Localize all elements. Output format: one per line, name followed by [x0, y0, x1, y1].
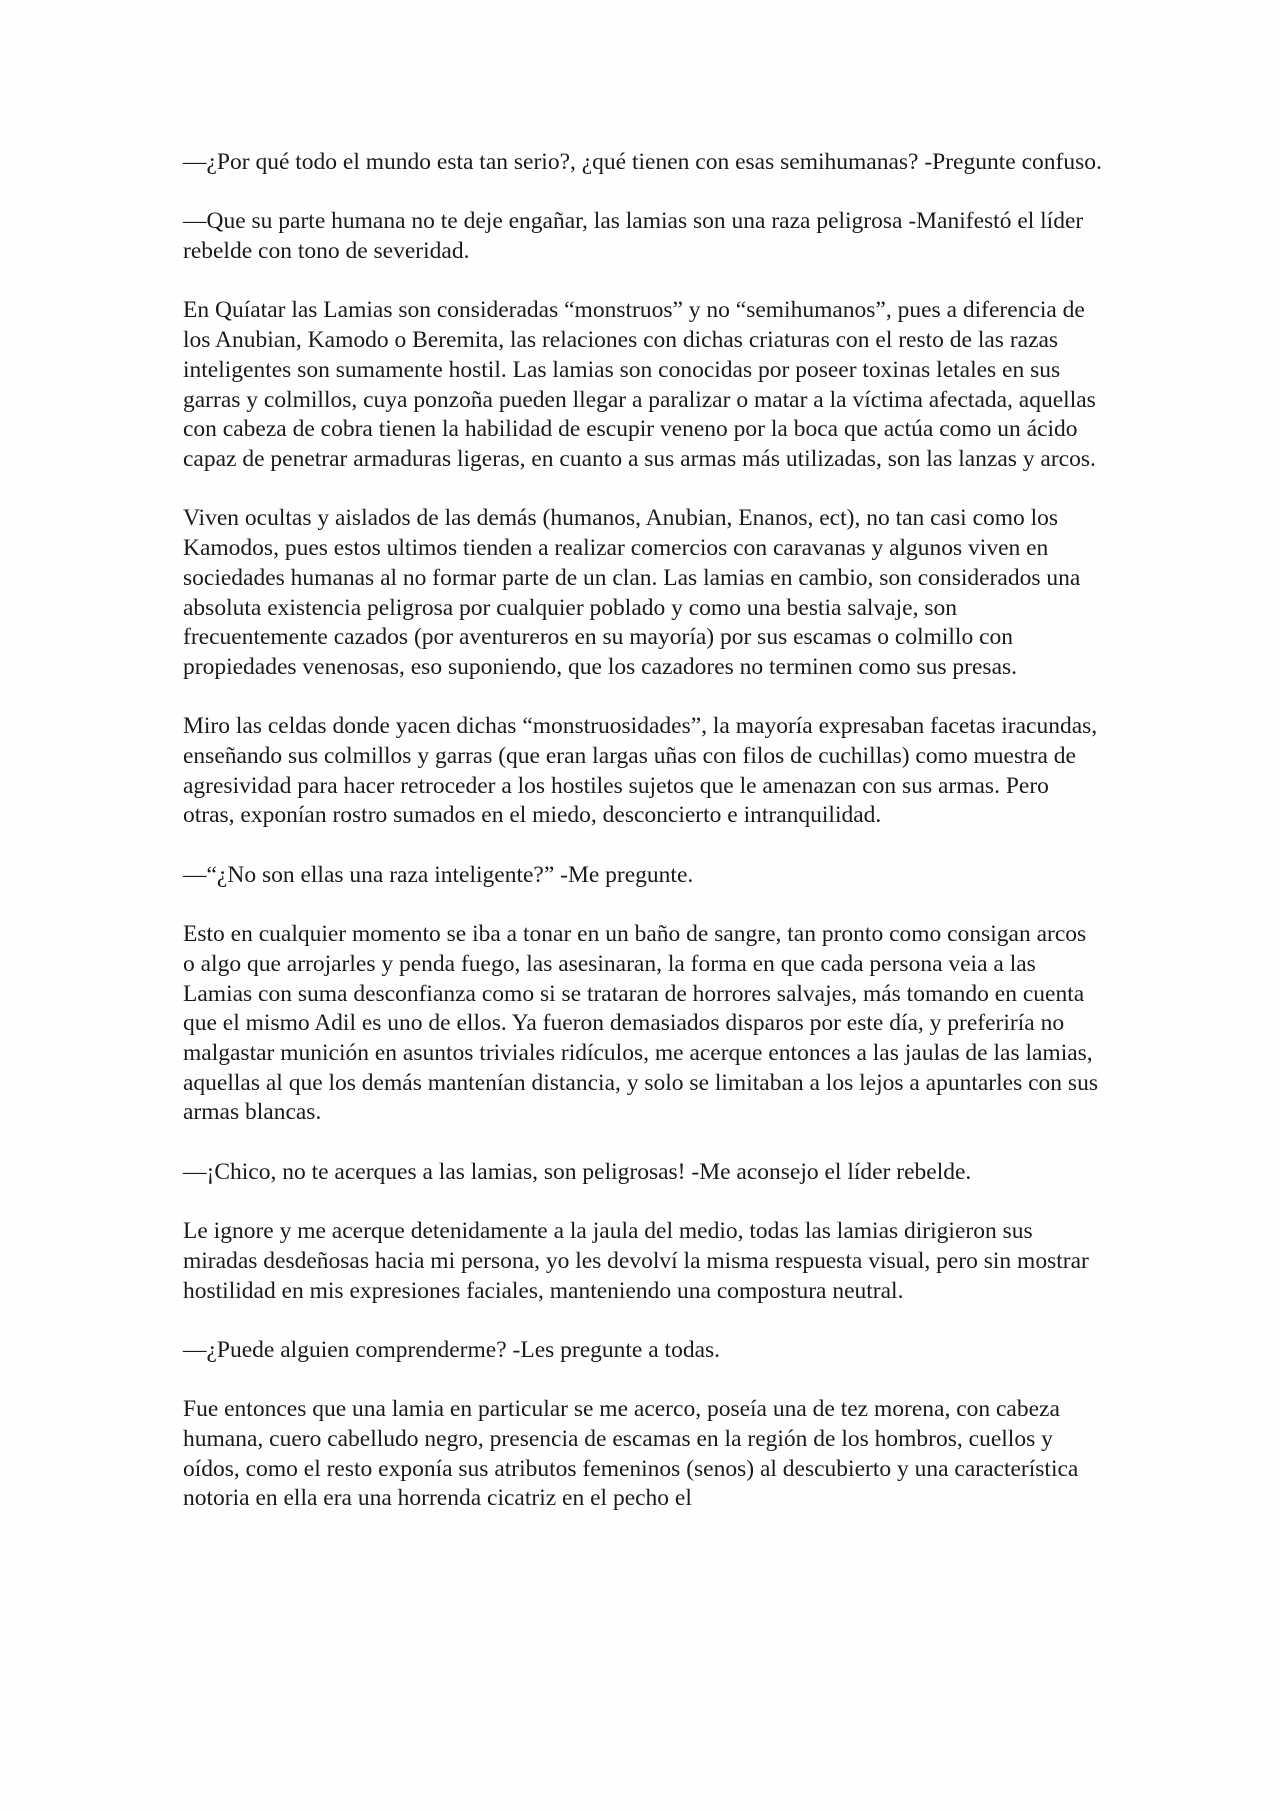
paragraph-3: En Quíatar las Lamias son consideradas “monstruos” y no “semihumanos”, pues a diferencia de los Anubian, Kamodo o Beremita, las relaciones con dichas criaturas con el resto de las razas inteligentes son sumamente hostil. Las lamias son conocidas por poseer toxinas letales en sus garras y colmillos, cuya ponzoña pueden llegar a paralizar o matar a la víctima afectada, aquellas con cabeza de cobra tienen la habilidad de escupir veneno por la boca que actúa como un ácido capaz de penetrar armaduras ligeras, en cuanto a sus armas más utilizadas, son las lanzas y arcos. [183, 297, 1096, 472]
paragraph-9: Le ignore y me acerque detenidamente a la jaula del medio, todas las lamias dirigieron sus miradas desdeñosas hacia mi persona, yo les devolví la misma respuesta visual, pero sin mostrar hostilidad en mis expresiones faciales, manteniendo una compostura neutral. [183, 1218, 1089, 1304]
paragraph-1: —¿Por qué todo el mundo esta tan serio?, ¿qué tienen con esas semihumanas? -Pregunte confuso. [183, 149, 1102, 175]
paragraph-7: Esto en cualquier momento se iba a tonar en un baño de sangre, tan pronto como consigan arcos o algo que arrojarles y penda fuego, las asesinaran, la forma en que cada persona veia a las Lamias con suma desconfianza como si se trataran de horrores salvajes, más tomando en cuenta que el mismo Adil es uno de ellos. Ya fueron demasiados disparos por este día, y preferiría no malgastar munición en asuntos triviales ridículos, me acerque entonces a las jaulas de las lamias, aquellas al que los demás mantenían distancia, y solo se limitaban a los lejos a apuntarles con sus armas blancas. [183, 921, 1098, 1126]
paragraph-8: —¡Chico, no te acerques a las lamias, son peligrosas! -Me aconsejo el líder rebelde. [183, 1158, 972, 1185]
paragraph-2: —Que su parte humana no te deje engañar, las lamias son una raza peligrosa -Manifestó el líder rebelde con tono de severidad. [183, 208, 1084, 265]
paragraph-10: —¿Puede alguien comprenderme? -Les pregunte a todas. [183, 1336, 721, 1363]
paragraph-4: Viven ocultas y aislados de las demás (humanos, Anubian, Enanos, ect), no tan casi como los Kamodos, pues estos ultimos tienden a realizar comercios con caravanas y algunos viven en sociedades humanas al no formar parte de un clan. Las lamias en cambio, son considerados una absoluta existencia peligrosa por cualquier poblado y como una bestia salvaje, son frecuentemente cazados (por aventureros en su mayoría) por sus escamas o colmillo con propiedades venenosas, eso suponiendo, que los cazadores no terminen como sus presas. [183, 505, 1081, 680]
paragraph-5: Miro las celdas donde yacen dichas “monstruosidades”, la mayoría expresaban facetas iracundas, enseñando sus colmillos y garras (que eran largas uñas con filos de cuchillas) como muestra de agresividad para hacer retroceder a los hostiles sujetos que le amenazan con sus armas. Pero otras, exponían rostro sumados en el miedo, desconcierto e intranquilidad. [183, 713, 1098, 829]
paragraph-6: —“¿No son ellas una raza inteligente?” -Me pregunte. [183, 861, 694, 888]
paragraph-11: Fue entonces que una lamia en particular se me acerco, poseía una de tez morena, con cabeza humana, cuero cabelludo negro, presencia de escamas en la región de los hombros, cuellos y oídos, como el resto exponía sus atributos femeninos (senos) al descubierto y una característica notoria en ella era una horrenda cicatriz en el pecho el [183, 1396, 1079, 1512]
document-body [183, 148, 1103, 1514]
